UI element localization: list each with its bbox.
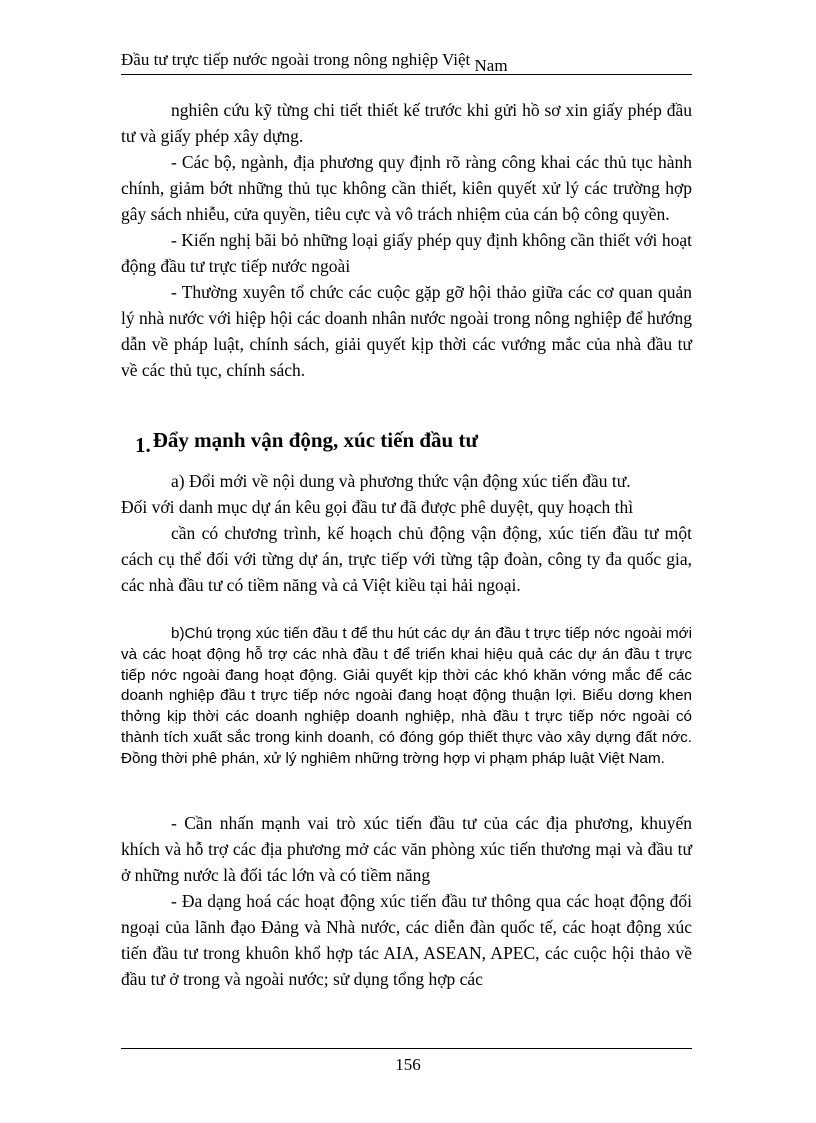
paragraph: - Cần nhấn mạnh vai trò xúc tiến đầu tư của các địa phương, khuyến khích và hỗ trợ các địa phương mở các văn phòng xúc tiến thương mại và đầu tư ở những nước là đối tác lớn và có tiềm năng <box>121 813 692 885</box>
paragraph: - Kiến nghị bãi bỏ những loại giấy phép quy định không cần thiết với hoạt động đầu tư trực tiếp nước ngoài <box>121 230 692 276</box>
paragraph: Đối với danh mục dự án kêu gọi đầu tư đã được phê duyệt, quy hoạch thì <box>121 497 634 517</box>
header-title-tail: Nam <box>474 56 508 75</box>
header-rule <box>121 74 692 75</box>
text-block-4 <box>121 810 692 992</box>
running-header <box>121 50 691 75</box>
section-number: 1. <box>135 433 151 457</box>
paragraph: b)Chú trọng xúc tiến đầu t để thu hút các dự án đầu t trực tiếp nớc ngoài mới và các hoạt động hỗ trợ các nhà đầu t để triển khai hiệu quả các dự án đầu t trực tiếp nớc ngoài đang hoạt động. Giải quyết kịp thời các khó khăn vớng mắc để các doanh nghiệp đầu t trực tiếp nớc ngoài đang hoạt động thuận lợi. Biểu dơng khen thởng kịp thời các doanh nghiệp doanh nghiệp, nhà đầu t trực tiếp nớc ngoài có thành tích xuất sắc trong kinh doanh, có đóng góp thiết thực vào xây dựng đất nớc. Đồng thời phê phán, xử lý nghiêm những trờng hợp vi phạm pháp luật Việt Nam. <box>121 625 692 767</box>
section-heading <box>135 426 479 457</box>
header-title: Đầu tư trực tiếp nước ngoài trong nông nghiệp Việt <box>121 50 471 69</box>
paragraph: - Đa dạng hoá các hoạt động xúc tiến đầu tư thông qua các hoạt động đối ngoại của lãnh đạo Đảng và Nhà nước, các diễn đàn quốc tế, các hoạt động xúc tiến đầu tư trong khuôn khổ hợp tác AIA, ASEAN, APEC, các cuộc hội thảo về đầu tư ở trong và ngoài nước; sử dụng tổng hợp các <box>121 891 692 989</box>
section-title: Đẩy mạnh vận động, xúc tiến đầu tư <box>152 428 479 452</box>
footer-rule <box>121 1048 692 1049</box>
text-block-3 <box>121 624 692 770</box>
page-number: 156 <box>395 1055 421 1074</box>
text-block-2 <box>121 468 692 598</box>
paragraph: a) Đổi mới về nội dung và phương thức vận động xúc tiến đầu tư. <box>171 471 631 491</box>
paragraph: nghiên cứu kỹ từng chi tiết thiết kế trước khi gửi hồ sơ xin giấy phép đầu tư và giấy phép xây dựng. <box>121 100 692 146</box>
paragraph: - Thường xuyên tổ chức các cuộc gặp gỡ hội thảo giữa các cơ quan quản lý nhà nước với hiệp hội các doanh nhân nước ngoài trong nông nghiệp để hướng dẫn về pháp luật, chính sách, giải quyết kịp thời các vướng mắc của nhà đầu tư về các thủ tục, chính sách. <box>121 282 692 380</box>
text-block-1 <box>121 97 692 383</box>
paragraph: cần có chương trình, kế hoạch chủ động vận động, xúc tiến đầu tư một cách cụ thể đối với từng dự án, trực tiếp với từng tập đoàn, công ty đa quốc gia, các nhà đầu tư có tiềm năng và cả Việt kiều tại hải ngoại. <box>121 523 692 595</box>
paragraph: - Các bộ, ngành, địa phương quy định rõ ràng công khai các thủ tục hành chính, giảm bớt những thủ tục không cần thiết, kiên quyết xử lý các trường hợp gây sách nhiễu, cửa quyền, tiêu cực và vô trách nhiệm của cán bộ công quyền. <box>121 152 692 224</box>
